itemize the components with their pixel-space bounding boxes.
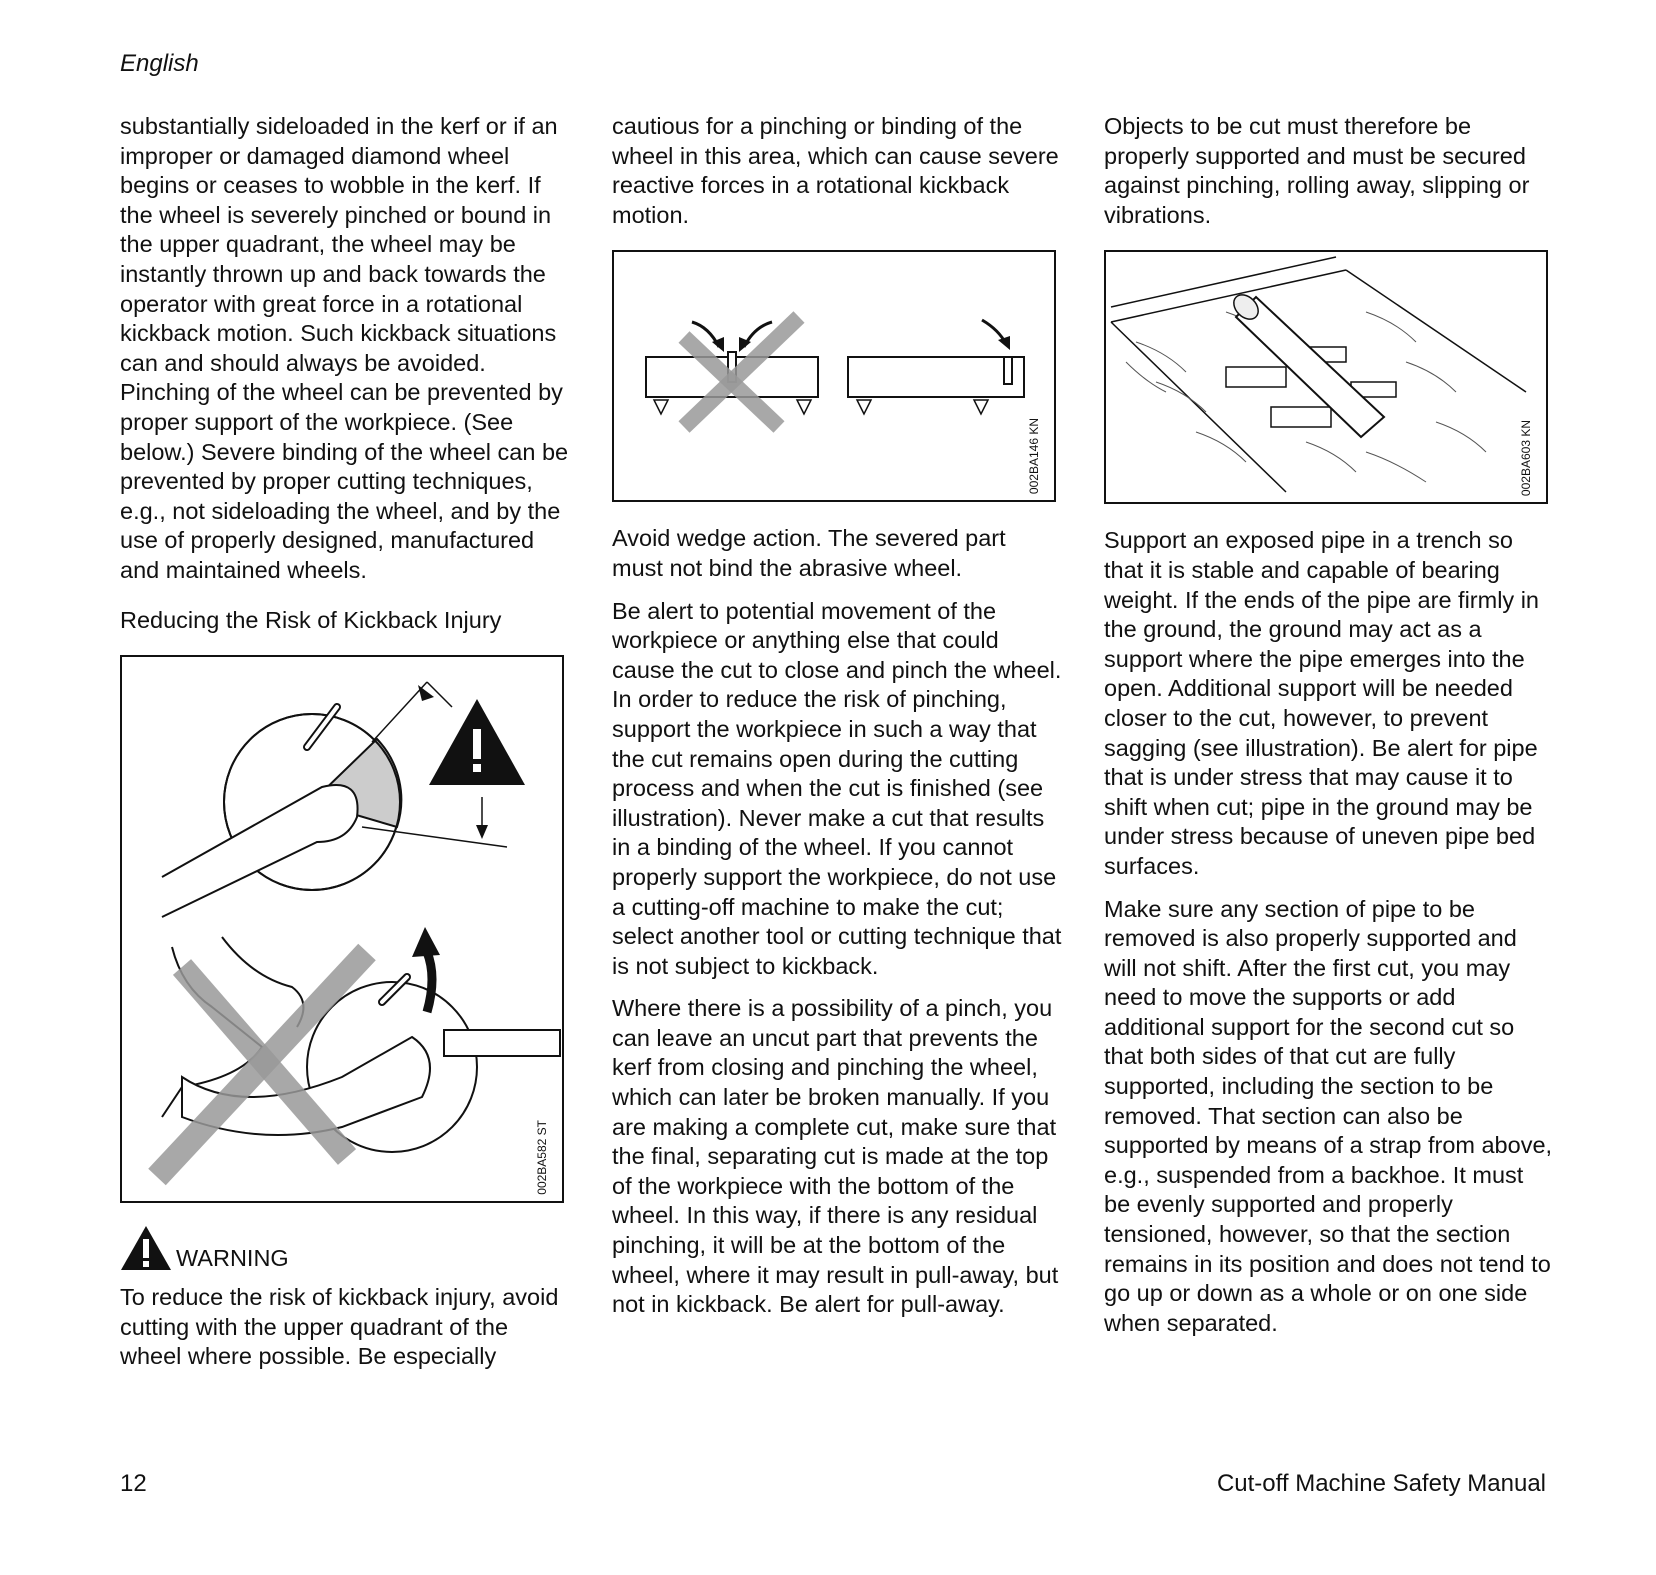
- page-number: 12: [120, 1470, 147, 1497]
- paragraph: Objects to be cut must therefore be properly supported and must be secured against pinching, rolling away, slipping or vibrations.: [1104, 113, 1530, 228]
- section-heading: Reducing the Risk of Kickback Injury: [120, 606, 502, 633]
- kickback-figure: [120, 655, 564, 1203]
- column-2: [612, 112, 1062, 1333]
- footer-title: Cut-off Machine Safety Manual: [1216, 1470, 1546, 1497]
- kickback-illustration: [122, 657, 562, 1201]
- warning-icon: [120, 1225, 172, 1271]
- pipe-trench-figure: [1104, 250, 1548, 504]
- paragraph: cautious for a pinching or binding of the wheel in this area, which can cause severe reactive forces in a rotational kickback motion.: [612, 113, 1059, 228]
- paragraph: Support an exposed pipe in a trench so that it is stable and capable of bearing weight. If the ends of the pipe are firmly in the ground, the ground may act as a support where the pipe emerges into the open. Additional support will be needed closer to the cut, however, to prevent sagging (see illustration). Be alert for pipe that is under stress that may cause it to shift when cut; pipe in the ground may be under stress because of uneven pipe bed surfaces.: [1104, 527, 1539, 879]
- paragraph: substantially sideloaded in the kerf or if an improper or damaged diamond wheel begins or ceases to wobble in the kerf. If the wheel is severely pinched or bound in the upper quadrant, the wheel may be instantly thrown up and back towards the operator with great force in a rotational kickback motion. Such kickback situations can and should always be avoided. Pinching of the wheel can be prevented by proper support of the workpiece. (See below.) Severe binding of the wheel can be prevented by proper cutting techniques, e.g., not sideloading the wheel, and by the use of properly designed, manufactured and maintained wheels.: [120, 113, 569, 583]
- warning-heading: [120, 1225, 570, 1271]
- language-label: English: [120, 50, 199, 77]
- figure-code: 002BA582 ST: [535, 1120, 550, 1196]
- column-1: [120, 112, 570, 1385]
- wedge-illustration: [614, 252, 1054, 500]
- paragraph: Where there is a possibility of a pinch, you can leave an uncut part that prevents the kerf from closing and pinching the wheel, which can later be broken manually. If you are making a complete cut, make sure that the final, separating cut is made at the top of the workpiece with the bottom of the wheel. In this way, if there is any residual pinching, it will be at the bottom of the wheel, where it may result in pull-away, but not in kickback. Be alert for pull-away.: [612, 995, 1059, 1318]
- pipe-trench-illustration: [1106, 252, 1546, 502]
- paragraph: Be alert to potential movement of the workpiece or anything else that could cause the cut to close and pinch the wheel. In order to reduce the risk of pinching, support the workpiece in such a way that the cut remains open during the cutting process and when the cut is finished (see illustration). Never make a cut that results in a binding of the wheel. If you cannot properly support the workpiece, do not use a cutting-off machine to make the cut; select another tool or cutting technique that is not subject to kickback.: [612, 597, 1062, 979]
- wedge-figure: [612, 250, 1056, 502]
- warning-label: WARNING: [176, 1245, 289, 1272]
- warning-text: To reduce the risk of kickback injury, avoid cutting with the upper quadrant of the wheel where possible. Be especially: [120, 1284, 559, 1370]
- figure-code: 002BA603 KN: [1519, 420, 1534, 497]
- figure-code: 002BA146 KN: [1027, 418, 1042, 495]
- paragraph: Avoid wedge action. The severed part must not bind the abrasive wheel.: [612, 525, 1006, 581]
- column-3: [1104, 112, 1554, 1351]
- paragraph: Make sure any section of pipe to be removed is also properly supported and will not shift. After the first cut, you may need to move the supports or add additional support for the second cut so that both sides of that cut are fully supported, including the section to be removed. That section can also be supported by means of a strap from above, e.g., suspended from a backhoe. It must be evenly supported and properly tensioned, however, so that the section remains in its position and does not tend to go up or down as a whole or on one side when separated.: [1104, 895, 1553, 1336]
